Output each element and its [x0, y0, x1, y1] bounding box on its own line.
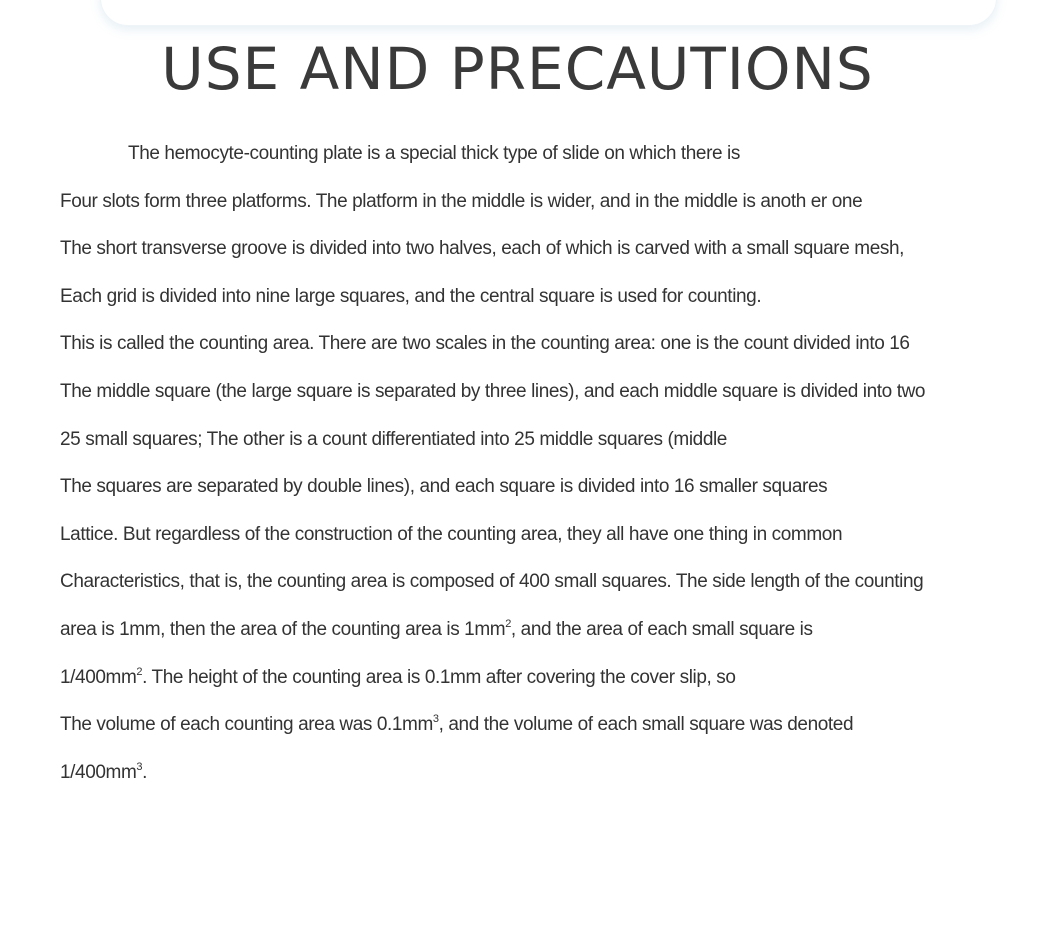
- text-line: Characteristics, that is, the counting area is composed of 400 small squares. The side length of the counting: [60, 571, 924, 593]
- text-segment: 1/400mm: [60, 761, 137, 783]
- text-segment: . The height of the counting area is 0.1mm after covering the cover slip, so: [142, 666, 736, 688]
- text-segment: area is 1mm, then the area of the counting area is 1mm: [60, 618, 506, 640]
- text-line: Each grid is divided into nine large squares, and the central square is used for counting.: [60, 285, 762, 307]
- top-card-decoration: [100, 0, 997, 26]
- superscript: 2: [505, 617, 511, 630]
- text-segment: , and the volume of each small square was denoted: [438, 714, 854, 736]
- text-line: 25 small squares; The other is a count differentiated into 25 middle squares (middle: [60, 428, 727, 450]
- superscript: 3: [136, 760, 143, 773]
- text-line: The hemocyte-counting plate is a special thick type of slide on which there is: [128, 143, 740, 164]
- text-line: Lattice. But regardless of the construction of the counting area, they all have one thing in common: [60, 523, 843, 545]
- superscript: 2: [136, 665, 143, 678]
- text-segment: The volume of each counting area was 0.1mm: [60, 714, 433, 736]
- text-line-area: [60, 606, 1050, 654]
- text-line: Four slots form three platforms. The platform in the middle is wider, and in the middle is anoth er one: [60, 190, 863, 212]
- text-line-final: [60, 749, 1050, 797]
- text-segment: .: [142, 761, 148, 783]
- text-line: The short transverse groove is divided into two halves, each of which is carved with a small square mesh,: [60, 238, 905, 260]
- text-segment: 1/400mm: [60, 666, 137, 688]
- text-line: The squares are separated by double lines), and each square is divided into 16 smaller squares: [60, 476, 828, 498]
- text-line-volume: [60, 701, 1050, 749]
- text-line-height: [60, 654, 1050, 702]
- text-line: The middle square (the large square is separated by three lines), and each middle square is divided into two: [60, 380, 926, 402]
- page-title: USE AND PRECAUTIONS: [161, 35, 874, 103]
- text-line: This is called the counting area. There are two scales in the counting area: one is the count divided into 16: [60, 333, 910, 355]
- text-segment: , and the area of each small square is: [510, 618, 813, 640]
- superscript: 3: [432, 713, 439, 726]
- body-text: [60, 130, 1050, 796]
